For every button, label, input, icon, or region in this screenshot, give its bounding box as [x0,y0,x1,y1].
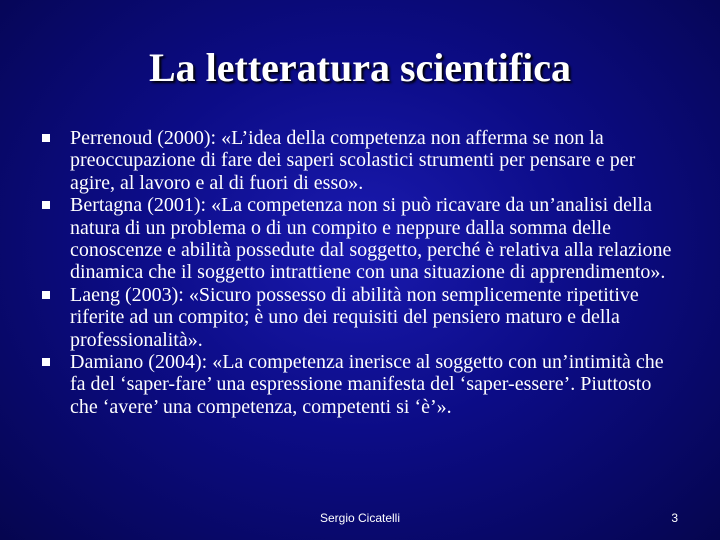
bullet-text: Bertagna (2001): «La competenza non si può ricavare da un’analisi della natura di un problema o di un compito e neppure dalla somma delle conoscenze e abilità possedute dal soggetto, perché è relativa alla relazione dinamica che il soggetto intrattiene con una situazione di apprendimento». [70,194,672,284]
bullet-list [42,127,682,418]
bullet-item-damiano [42,351,682,418]
page-number: 3 [671,511,678,525]
bullet-text: Damiano (2004): «La competenza inerisce al soggetto con un’intimità che fa del ‘saper-fare’ una espressione manifesta del ‘saper-essere’. Piuttosto che ‘avere’ una competenza, competenti si ‘è’». [70,351,664,418]
footer-author: Sergio Cicatelli [319,511,401,525]
square-bullet-icon [42,201,50,209]
slide-title: La letteratura scientifica [148,45,572,90]
bullet-item-bertagna [42,194,682,284]
square-bullet-icon [42,358,50,366]
bullet-item-laeng [42,284,682,351]
bullet-text: Perrenoud (2000): «L’idea della competenza non afferma se non la preoccupazione di fare dei saperi scolastici strumenti per pensare e per agire, al lavoro e al di fuori di esso». [70,127,636,194]
square-bullet-icon [42,291,50,299]
square-bullet-icon [42,134,50,142]
bullet-text: Laeng (2003): «Sicuro possesso di abilità non semplicemente ripetitive riferite ad un compito; è uno dei requisiti del pensiero maturo e della professionalità». [70,283,639,351]
bullet-item-perrenoud [42,127,682,194]
